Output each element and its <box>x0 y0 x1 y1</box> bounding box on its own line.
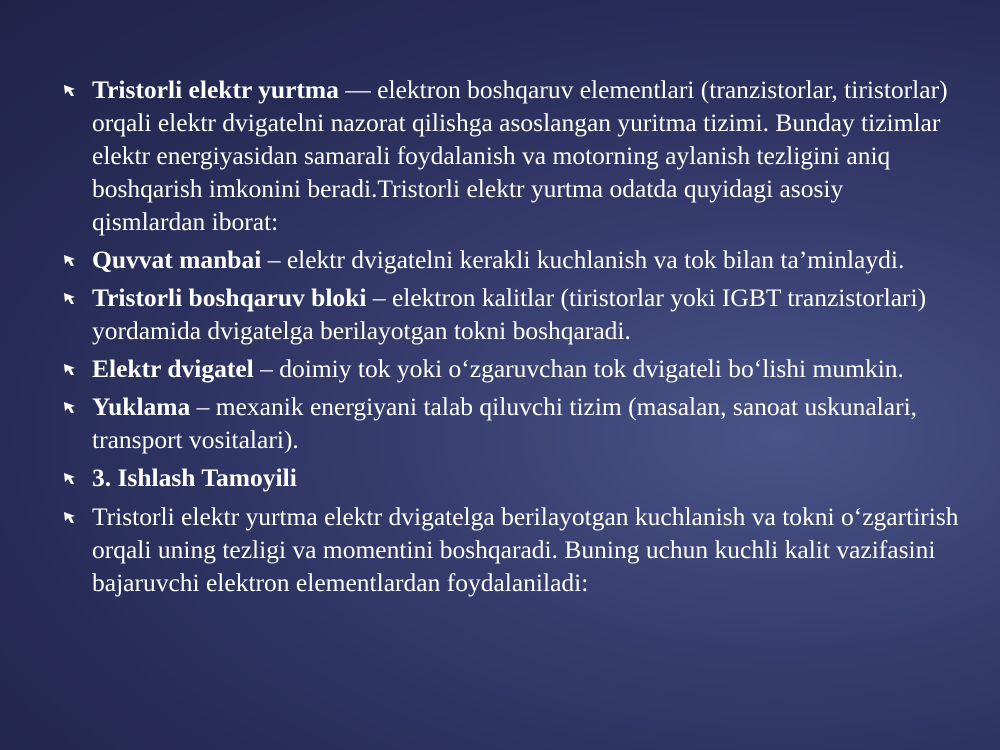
bullet-term: Tristorli elektr yurtma <box>92 75 339 104</box>
bullet-item-principle <box>60 500 960 599</box>
bullet-text: – doimiy tok yoki o‘zgaruvchan tok dvigateli bo‘lishi mumkin. <box>253 354 904 383</box>
bullet-text: – elektr dvigatelni kerakli kuchlanish va tok bilan ta’minlaydi. <box>261 245 905 274</box>
bullet-arrow-icon <box>63 472 76 485</box>
bullet-term: Elektr dvigatel <box>92 354 254 383</box>
bullet-item-power-source <box>60 243 960 276</box>
bullet-list <box>60 73 960 604</box>
bullet-item-electric-motor <box>60 352 960 385</box>
section-heading: 3. Ishlash Tamoyili <box>92 463 297 492</box>
bullet-arrow-icon <box>63 84 76 97</box>
bullet-term: Quvvat manbai <box>92 245 262 274</box>
bullet-item-definition <box>60 73 960 238</box>
bullet-text: – elektron kalitlar (tiristorlar yoki IGBT tranzistorlari) yordamida dvigatelga berilayotgan tokni boshqaradi. <box>92 283 927 345</box>
bullet-term: Tristorli boshqaruv bloki <box>92 283 367 312</box>
bullet-arrow-icon <box>63 511 76 524</box>
bullet-item-load <box>60 390 960 456</box>
bullet-arrow-icon <box>63 401 76 414</box>
bullet-text: Tristorli elektr yurtma elektr dvigatelga berilayotgan kuchlanish va tokni o‘zgartirish orqali uning tezligi va momentini boshqaradi. Buning uchun kuchli kalit vazifasini bajaruvchi elektron elementlardan foydalaniladi: <box>92 502 959 597</box>
bullet-item-section-heading <box>60 461 960 494</box>
bullet-arrow-icon <box>63 363 76 376</box>
bullet-term: Yuklama <box>92 392 191 421</box>
bullet-text: – mexanik energiyani talab qiluvchi tizim (masalan, sanoat uskunalari, transport vositalari). <box>92 392 918 454</box>
bullet-arrow-icon <box>63 292 76 305</box>
bullet-text: — elektron boshqaruv elementlari (tranzistorlar, tiristorlar) orqali elektr dvigatelni nazorat qilishga asoslangan yuritma tizimi. Bunday tizimlar elektr energiyasidan samarali foydalanish va motorning aylanish tezligini aniq boshqarish imkonini beradi.Tristorli elektr yurtma odatda quyidagi asosiy qismlardan iborat: <box>92 75 948 236</box>
bullet-arrow-icon <box>63 254 76 267</box>
bullet-item-control-block <box>60 281 960 347</box>
